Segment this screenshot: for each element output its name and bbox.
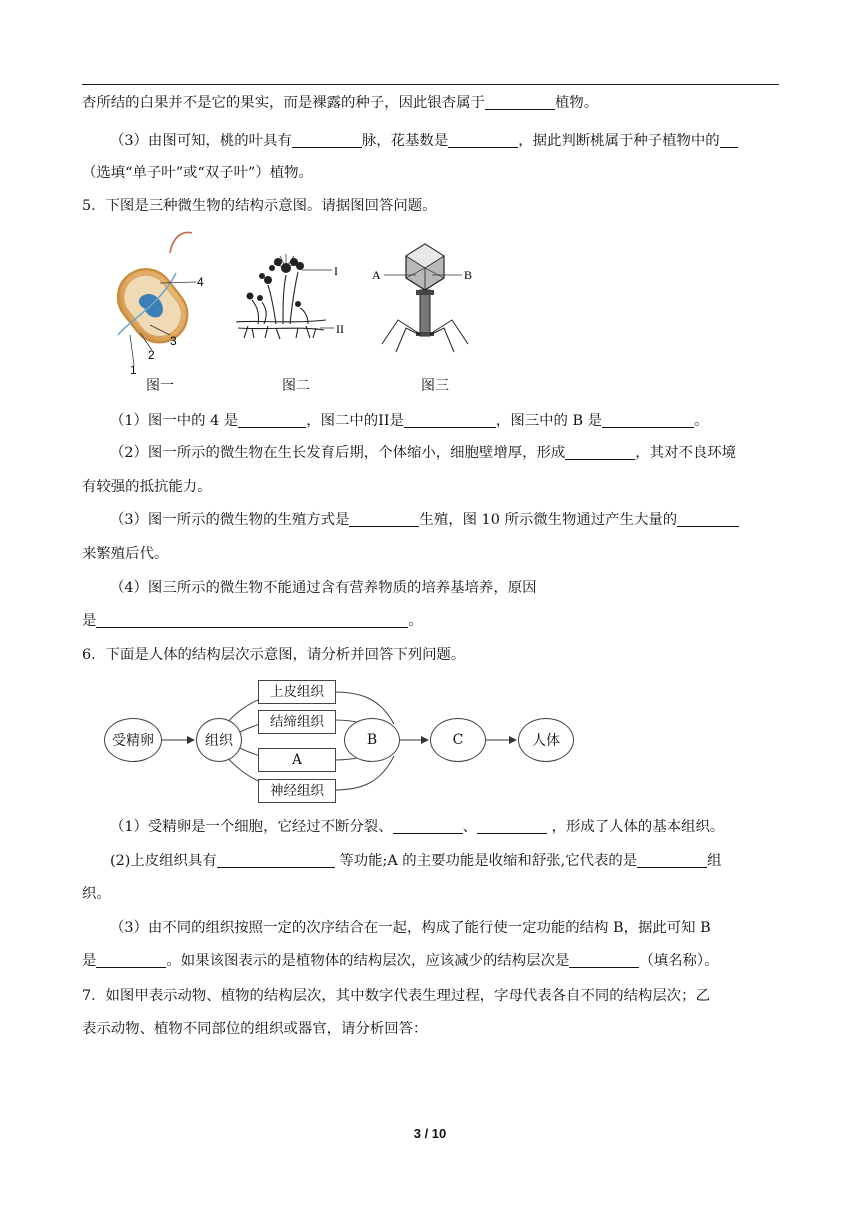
answer-blank[interactable] — [349, 511, 419, 527]
q6-part-1 — [110, 817, 810, 837]
answer-blank[interactable] — [448, 132, 518, 148]
answer-blank[interactable] — [569, 952, 639, 968]
q6-part-3-cont — [82, 951, 782, 971]
fig3-label-a: A — [372, 268, 381, 282]
text-line-ginkgo — [82, 93, 782, 113]
q6-part-2 — [110, 851, 810, 871]
q5-part-3-cont — [82, 544, 782, 564]
answer-blank[interactable] — [720, 132, 738, 148]
node-c: C — [430, 718, 486, 762]
fig1-label-2: 2 — [148, 348, 155, 362]
answer-blank[interactable] — [96, 612, 408, 628]
fig2-label-ii: II — [336, 322, 344, 336]
text: （2）图一所示的微生物在生长发育后期，个体缩小，细胞壁增厚，形成 — [110, 445, 566, 461]
human-body-node: 人体 — [518, 718, 574, 762]
box-nervous-tissue: 神经组织 — [258, 779, 336, 803]
text: 生殖，图 10 所示微生物通过产生大量的 — [419, 512, 678, 528]
fertilized-egg-node: 受精卵 — [104, 718, 162, 762]
text: ，图二中的II是 — [306, 413, 404, 429]
answer-blank[interactable] — [637, 852, 707, 868]
fig3-label-b: B — [464, 268, 473, 282]
fig1-label-4: 4 — [197, 275, 204, 289]
text: 、 — [462, 819, 477, 835]
fig1-label-3: 3 — [170, 334, 177, 348]
text: 来繁殖后代。 — [82, 546, 169, 562]
text: （3）图一所示的微生物的生殖方式是 — [110, 512, 350, 528]
text: （1）图一中的 4 是 — [110, 413, 239, 429]
box-epithelial-tissue: 上皮组织 — [258, 680, 336, 704]
figure-caption-2: 图二 — [282, 378, 310, 394]
text: （填名称）。 — [639, 953, 719, 969]
text: 脉，花基数是 — [361, 133, 449, 149]
text: 织。 — [82, 886, 111, 902]
answer-blank[interactable] — [217, 852, 335, 868]
text: （选填“单子叶”或“双子叶”）植物。 — [82, 165, 313, 181]
figure-caption-3: 图三 — [421, 378, 449, 394]
answer-blank[interactable] — [677, 511, 739, 527]
answer-blank[interactable] — [565, 444, 635, 460]
question-7-title — [82, 986, 782, 1006]
answer-blank[interactable] — [393, 818, 463, 834]
answer-blank[interactable] — [404, 412, 496, 428]
text: ，据此判断桃属于种子植物中的 — [518, 133, 720, 149]
text: （3）由不同的组织按照一定的次序结合在一起，构成了能行使一定功能的结构 B，据此可知 B — [110, 920, 711, 936]
answer-blank[interactable] — [485, 94, 555, 110]
box-a: A — [258, 748, 336, 772]
node-b: B — [344, 718, 400, 762]
text: （1）受精卵是一个细胞，它经过不断分裂、 — [110, 819, 393, 835]
q6-part-3 — [110, 918, 810, 938]
q5-part-4 — [110, 578, 810, 598]
question-7-title-cont — [82, 1019, 782, 1039]
q6-part-2-cont — [82, 884, 782, 904]
text-line-choice — [82, 163, 782, 183]
text: 。如果该图表示的是植物体的结构层次，应该减少的结构层次是 — [166, 953, 570, 969]
text: 表示动物、植物不同部位的组织或器官，请分析回答： — [82, 1021, 428, 1037]
structure-diagram-lines — [100, 676, 580, 806]
answer-blank[interactable] — [238, 412, 306, 428]
text: 是 — [82, 613, 97, 629]
text: ，形成了人体的基本组织。 — [551, 819, 725, 835]
text-line-peach — [110, 131, 810, 151]
bacterium-figure — [100, 225, 220, 375]
q5-part-3 — [110, 510, 810, 530]
answer-blank[interactable] — [477, 818, 547, 834]
answer-blank[interactable] — [96, 952, 166, 968]
figure-caption-1: 图一 — [146, 378, 174, 394]
q5-part-2-cont — [82, 477, 782, 497]
q5-part-1 — [110, 411, 810, 431]
text: ，其对不良环境 — [635, 445, 737, 461]
question-6-title — [82, 645, 782, 665]
text: 7．如图甲表示动物、植物的结构层次，其中数字代表生理过程，字母代表各自不同的结构层次；乙 — [82, 988, 710, 1004]
text: 。 — [694, 413, 709, 429]
tissue-node: 组织 — [196, 718, 242, 762]
text: ，图三中的 B 是 — [495, 413, 602, 429]
answer-blank[interactable] — [602, 412, 694, 428]
text: 6．下面是人体的结构层次示意图，请分析并回答下列问题。 — [82, 647, 466, 663]
text: 有较强的抵抗能力。 — [82, 479, 212, 495]
header-rule — [82, 84, 779, 85]
box-connective-tissue: 结缔组织 — [258, 710, 336, 734]
q5-part-2 — [110, 443, 810, 463]
text: (2)上皮组织具有 — [110, 853, 217, 869]
answer-blank[interactable] — [292, 132, 362, 148]
page-number: 3 / 10 — [413, 1126, 447, 1141]
q5-part-4-cont — [82, 611, 782, 631]
fig2-label-i: I — [334, 264, 338, 278]
text: 等功能;A 的主要功能是收缩和舒张,它代表的是 — [339, 853, 638, 869]
text: （4）图三所示的微生物不能通过含有营养物质的培养基培养，原因 — [110, 580, 537, 596]
mold-figure — [228, 250, 358, 350]
question-5-title — [82, 196, 782, 216]
virus-figure — [370, 240, 480, 360]
fig1-label-1: 1 — [130, 363, 137, 375]
text: 5．下图是三种微生物的结构示意图。请据图回答问题。 — [82, 198, 437, 214]
text: 组 — [707, 853, 722, 869]
text: （3）由图可知，桃的叶具有 — [110, 133, 292, 149]
text: 。 — [408, 613, 423, 629]
text: 杏所结的白果并不是它的果实，而是裸露的种子，因此银杏属于 — [82, 95, 485, 111]
text: 植物。 — [554, 95, 599, 111]
text: 是 — [82, 953, 97, 969]
